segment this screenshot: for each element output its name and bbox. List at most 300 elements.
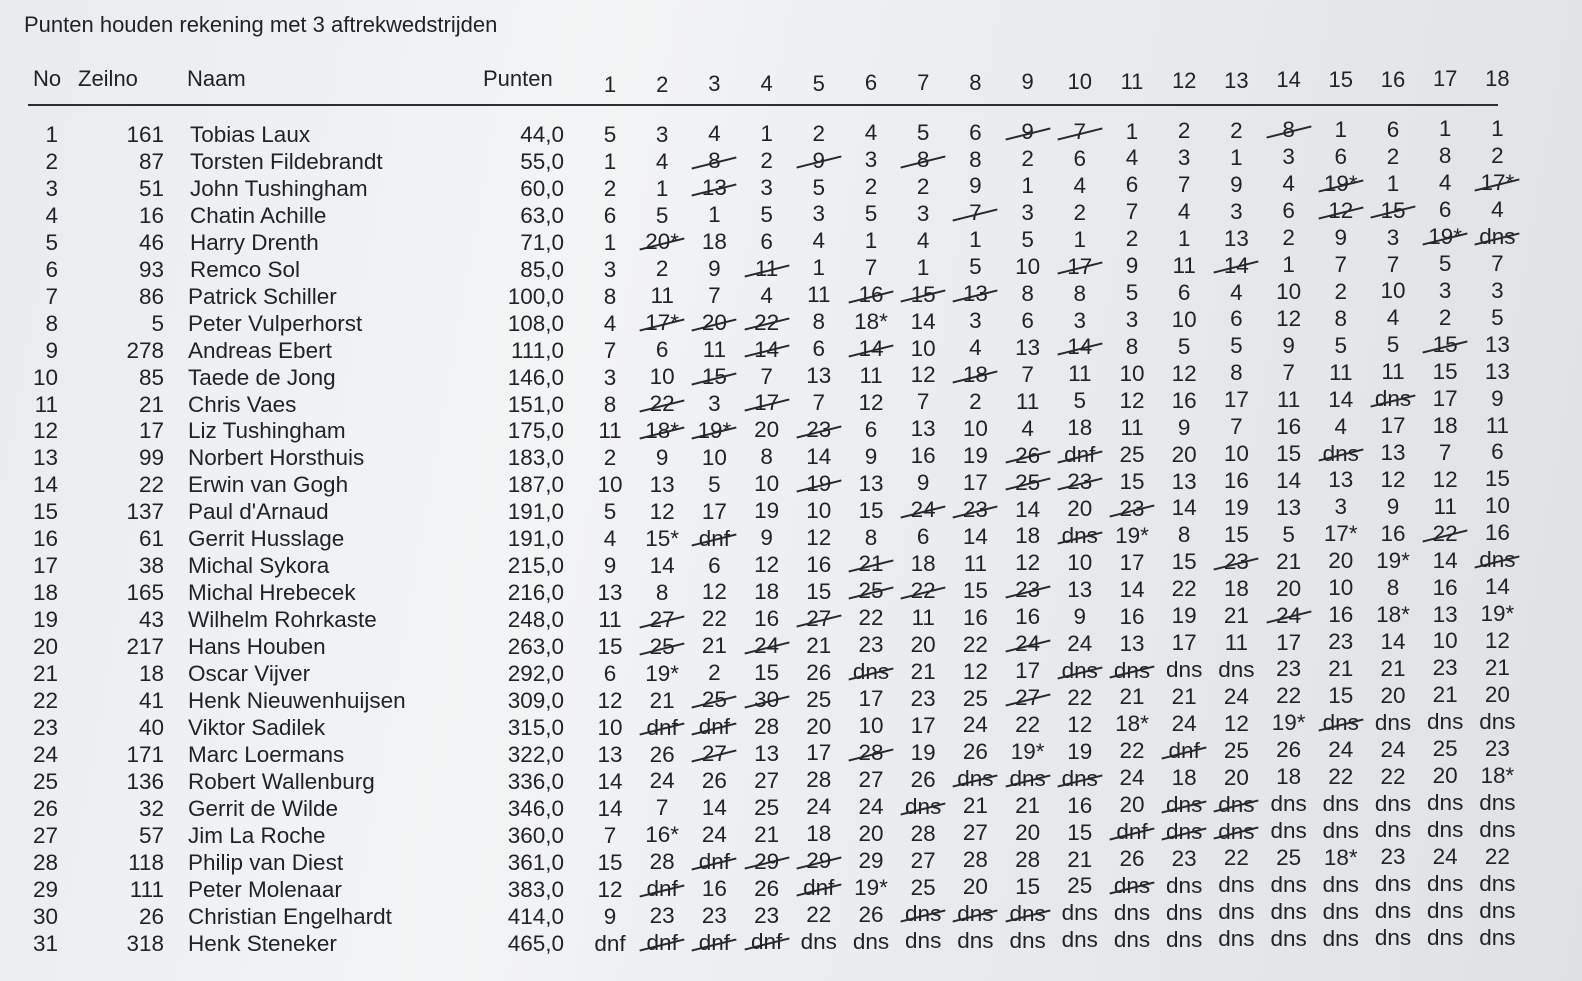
race-score: 8	[1264, 116, 1314, 143]
race-score: 12	[597, 687, 623, 713]
race-score: 20	[910, 631, 936, 657]
race-score: dns	[1218, 899, 1255, 925]
race-score: 8	[1021, 280, 1034, 306]
race-score: 12	[1223, 710, 1249, 736]
race-score: dns	[1322, 871, 1359, 897]
race-score: 24	[1119, 765, 1145, 791]
race-score: 9	[1003, 118, 1053, 145]
race-score: 16	[1484, 520, 1510, 546]
race-score: 13	[597, 741, 623, 767]
sail-number: 18	[138, 661, 164, 686]
race-score: 3	[1230, 198, 1243, 224]
race-score: 28	[1015, 846, 1041, 872]
total-points: 183,0	[507, 445, 564, 471]
race-score: 1	[603, 229, 617, 255]
race-score: 13	[649, 472, 675, 497]
race-score: 19*	[1115, 522, 1149, 548]
race-score: 12	[910, 362, 936, 388]
race-score: dns	[1218, 656, 1255, 682]
position-number: 22	[32, 687, 58, 713]
race-score: 6	[655, 337, 669, 363]
race-score: 17*	[1472, 169, 1522, 196]
race-score: 14	[1380, 628, 1406, 654]
race-score: 29	[794, 847, 844, 874]
race-score: 28	[962, 847, 988, 873]
sailor-name: Erwin van Gogh	[188, 472, 349, 498]
race-score: 10	[1432, 628, 1458, 654]
race-score: 10	[1328, 575, 1354, 601]
race-score: 10	[649, 364, 675, 390]
race-score: 4	[916, 227, 930, 253]
race-score: 20	[1067, 496, 1093, 522]
race-score: 4	[1125, 145, 1139, 171]
race-score: 8	[1125, 334, 1139, 360]
position-number: 7	[45, 283, 58, 309]
race-header-4: 4	[760, 70, 773, 96]
race-score: dns	[1427, 871, 1464, 896]
race-score: dns	[1218, 872, 1255, 898]
race-score: 22	[898, 577, 948, 604]
race-score: 3	[1386, 224, 1400, 250]
race-header-9: 9	[1021, 69, 1034, 95]
race-score: 7	[760, 363, 773, 389]
race-score: 4	[1386, 305, 1400, 331]
race-score: 8	[1177, 522, 1191, 548]
race-score: 29	[742, 848, 792, 875]
race-score: 21	[1380, 655, 1406, 681]
sailor-name: Marc Loermans	[188, 741, 345, 767]
race-score: 24	[1380, 736, 1406, 762]
race-score: 9	[864, 443, 878, 469]
race-score: 9	[603, 553, 617, 579]
sail-number: 87	[138, 148, 164, 174]
race-score: 8	[1334, 305, 1348, 331]
position-number: 31	[32, 930, 58, 956]
race-score: 5	[1073, 388, 1087, 414]
race-score: 23	[701, 902, 727, 928]
race-score: dns	[1270, 791, 1307, 817]
sail-number: 99	[138, 445, 164, 471]
race-header-11: 11	[1120, 68, 1144, 94]
race-score: dns	[1374, 898, 1412, 924]
race-score: dns	[1479, 816, 1516, 842]
race-score: 23	[1432, 655, 1458, 681]
race-score: 11	[598, 418, 622, 444]
race-score: 4	[1438, 170, 1452, 196]
race-score: 1	[1386, 170, 1400, 196]
race-score: 9	[1125, 253, 1139, 279]
race-score: 25	[806, 686, 832, 712]
race-score: 22	[1420, 520, 1470, 547]
position-number: 28	[32, 849, 58, 875]
table-row	[0, 924, 1582, 957]
race-score: 15	[898, 281, 948, 308]
race-score: 2	[916, 173, 930, 199]
race-score: 7	[1282, 360, 1295, 385]
sailor-name: Peter Vulperhorst	[188, 310, 363, 336]
race-score: 24	[1003, 630, 1053, 657]
race-score: 5	[1021, 227, 1034, 252]
race-score: 19	[962, 442, 988, 468]
race-score: dnf	[742, 928, 792, 955]
race-score: 22	[1067, 684, 1093, 710]
race-score: 6	[1230, 306, 1243, 332]
race-score: 18*	[1115, 711, 1149, 737]
race-score: dns	[1322, 817, 1359, 843]
race-score: 14	[962, 523, 988, 549]
race-score: 12	[701, 579, 727, 605]
race-score: 4	[760, 282, 773, 308]
race-score: 19*	[854, 874, 888, 900]
race-score: 12	[1484, 628, 1510, 654]
race-score: 4	[603, 526, 617, 552]
position-number: 9	[45, 337, 58, 363]
sailor-name: Gerrit Husslage	[188, 526, 345, 552]
race-score: 1	[1438, 116, 1452, 142]
race-score: 7	[1438, 439, 1452, 465]
race-score: 7	[1230, 414, 1243, 440]
race-score: 2	[655, 256, 669, 282]
race-score: 7	[864, 255, 878, 280]
race-score: 22	[1015, 712, 1041, 738]
position-number: 19	[32, 607, 58, 633]
race-score: 22	[1171, 576, 1197, 602]
race-score: 24	[1432, 844, 1458, 870]
race-score: 17	[962, 469, 988, 495]
sail-number: 40	[138, 714, 164, 740]
race-score: 1	[1230, 144, 1243, 170]
race-score: 10	[701, 444, 727, 470]
race-score: 15	[597, 634, 623, 660]
race-score: 13	[1380, 440, 1406, 466]
sail-number: 17	[138, 418, 164, 444]
race-score: 13	[1015, 334, 1041, 360]
total-points: 322,0	[507, 741, 564, 767]
position-number: 20	[32, 634, 58, 660]
race-score: 10	[910, 335, 936, 361]
race-score: 1	[603, 148, 617, 174]
sailor-name: Paul d'Arnaud	[188, 499, 329, 525]
race-score: 9	[794, 147, 844, 174]
race-score: 28	[754, 713, 780, 739]
race-score: 5	[969, 254, 982, 280]
race-score: 21	[649, 687, 675, 713]
position-number: 17	[32, 553, 58, 579]
race-score: 4	[603, 310, 617, 336]
race-score: 10	[597, 714, 623, 740]
race-score: 14	[1484, 574, 1510, 600]
race-score: 8	[655, 579, 669, 605]
race-score: 2	[1386, 143, 1400, 169]
race-score: 6	[864, 416, 878, 442]
sail-number: 136	[126, 768, 164, 794]
race-score: 16	[1223, 468, 1249, 494]
race-score: 5	[1177, 333, 1191, 359]
race-score: 23	[794, 416, 844, 443]
race-score: 16	[1015, 604, 1041, 630]
race-score: 3	[1282, 144, 1295, 170]
race-score: 9	[1282, 333, 1295, 359]
page-title: Punten houden rekening met 3 aftrekwedstrijden	[24, 12, 498, 37]
race-score: 10	[1380, 278, 1406, 304]
race-score: 22	[637, 390, 687, 417]
race-score: 14	[597, 768, 623, 794]
race-score: 12	[754, 552, 780, 578]
race-score: 3	[760, 174, 773, 200]
race-score: 18	[1276, 764, 1302, 790]
race-score: 2	[1021, 146, 1034, 172]
race-score: dns	[1055, 657, 1105, 684]
race-score: 16	[1432, 574, 1458, 600]
race-score: 23	[754, 902, 780, 928]
race-score: dns	[1322, 925, 1359, 951]
race-score: dns	[950, 765, 1000, 792]
race-score: 2	[864, 174, 878, 200]
race-score: 8	[864, 524, 878, 550]
sailor-name: Michal Hrebecek	[188, 580, 356, 606]
race-header-12: 12	[1171, 68, 1197, 94]
race-score: 17*	[637, 309, 687, 336]
race-header-2: 2	[656, 71, 669, 97]
sail-number: 26	[138, 903, 164, 929]
position-number: 1	[45, 122, 58, 147]
race-score: 7	[1491, 250, 1504, 276]
race-score: 14	[742, 336, 792, 363]
race-score: 25	[1119, 441, 1145, 467]
race-score: 19*	[1010, 739, 1045, 765]
sail-number: 21	[138, 391, 164, 417]
total-points: 175,0	[507, 418, 564, 444]
total-points: 100,0	[507, 283, 564, 309]
race-score: 13	[1484, 358, 1510, 384]
race-score: 15	[1171, 549, 1197, 575]
sail-number: 171	[126, 741, 164, 767]
race-score: 3	[1177, 145, 1191, 171]
race-score: 18	[701, 229, 727, 255]
race-score: 10	[1015, 253, 1041, 279]
race-score: 2	[1438, 305, 1452, 331]
race-score: 23	[1380, 844, 1406, 870]
race-score: 25	[754, 794, 780, 820]
race-score: dns	[1427, 709, 1464, 735]
sail-number: 118	[128, 849, 164, 875]
race-score: 17	[1055, 253, 1105, 280]
race-score: 2	[1177, 118, 1191, 144]
race-score: dns	[1479, 789, 1516, 815]
race-score: 18	[1015, 523, 1041, 549]
race-score: 18	[754, 579, 780, 605]
race-score: 1	[655, 175, 669, 201]
race-score: dns	[1003, 900, 1053, 927]
total-points: 44,0	[520, 122, 564, 147]
race-score: 18*	[1480, 762, 1515, 788]
race-score: 8	[1230, 360, 1243, 386]
position-number: 5	[45, 229, 58, 255]
sail-number: 41	[138, 687, 164, 713]
race-score: 4	[1334, 413, 1348, 439]
race-score: 8	[1073, 280, 1087, 306]
race-score: 13	[1119, 630, 1145, 656]
race-score: 8	[689, 147, 739, 174]
race-score: 27	[754, 767, 780, 793]
race-score: 25	[846, 577, 896, 604]
race-score: 11	[1172, 252, 1196, 278]
race-score: 8	[603, 391, 617, 417]
race-score: 2	[1230, 117, 1243, 143]
race-score: 27	[637, 606, 687, 633]
race-score: dns	[1316, 709, 1366, 736]
race-score: 25	[1276, 845, 1302, 871]
race-score: 6	[1125, 172, 1139, 198]
sail-number: 93	[138, 256, 164, 282]
race-score: 17	[1276, 629, 1302, 655]
race-score: 12	[1015, 550, 1041, 576]
race-score: 5	[1334, 332, 1348, 358]
sailor-name: Harry Drenth	[190, 229, 319, 255]
race-score: 6	[603, 202, 617, 228]
race-score: 8	[898, 146, 948, 173]
race-score: 18	[1432, 412, 1458, 438]
race-score: 4	[1282, 171, 1295, 197]
race-score: 13	[950, 280, 1000, 307]
race-score: 16	[701, 875, 727, 901]
sailor-name: Liz Tushingham	[188, 418, 346, 444]
race-score: dns	[1479, 897, 1516, 923]
race-score: 10	[1223, 441, 1249, 467]
race-score: dns	[1427, 817, 1464, 843]
race-score: 21	[1484, 655, 1510, 681]
position-number: 24	[32, 741, 58, 767]
sailor-name: Taede de Jong	[188, 364, 336, 390]
race-score: 4	[1230, 279, 1243, 305]
race-score: 10	[1276, 279, 1302, 305]
race-score: 19	[1067, 738, 1093, 764]
total-points: 187,0	[507, 472, 564, 498]
race-score: 11	[598, 607, 622, 633]
sail-number: 161	[126, 122, 164, 147]
race-score: 20	[689, 309, 739, 336]
race-score: 25	[1067, 873, 1093, 899]
race-score: 2	[1282, 225, 1295, 251]
race-score: dns	[1211, 818, 1261, 845]
race-score: 11	[1433, 493, 1457, 519]
race-score: 21	[806, 632, 832, 658]
total-points: 292,0	[507, 661, 564, 686]
race-score: 17	[858, 686, 884, 712]
total-points: 108,0	[507, 310, 564, 336]
sailor-name: Henk Nieuwenhuijsen	[188, 687, 406, 713]
race-score: 13	[1223, 225, 1249, 251]
race-score: dns	[1427, 897, 1464, 923]
race-score: 18	[1223, 575, 1249, 601]
race-score: 26	[858, 901, 884, 927]
race-score: 1	[1334, 117, 1348, 143]
race-score: 9	[760, 525, 773, 551]
race-score: 21	[701, 633, 727, 659]
race-score: 18	[806, 821, 832, 847]
race-score: 7	[603, 822, 617, 848]
race-score: dns	[898, 900, 948, 927]
race-score: 9	[1073, 603, 1087, 629]
race-score: 4	[812, 228, 826, 254]
sailor-name: Jim La Roche	[188, 822, 326, 848]
race-score: 22	[701, 606, 727, 632]
sailor-name: Torsten Fildebrandt	[190, 148, 383, 174]
race-score: 19*	[1420, 223, 1470, 250]
race-score: 2	[760, 147, 773, 173]
race-score: dns	[1166, 926, 1203, 952]
race-score: 23	[1171, 845, 1197, 871]
race-score: 6	[1282, 198, 1295, 224]
total-points: 191,0	[507, 526, 564, 552]
race-score: 4	[655, 148, 669, 174]
race-score: 17	[806, 740, 832, 766]
race-score: 15	[1223, 522, 1249, 548]
position-number: 21	[32, 661, 58, 686]
race-score: 24	[649, 768, 675, 794]
race-score: 3	[864, 147, 878, 173]
race-header-14: 14	[1276, 67, 1301, 93]
race-score: 21	[846, 550, 896, 577]
race-score: 23	[1328, 629, 1354, 655]
race-score: 21	[1328, 656, 1354, 682]
race-score: 1	[1177, 225, 1191, 251]
race-score: 18*	[854, 308, 888, 334]
race-score: 11	[702, 336, 727, 362]
race-score: 14	[1432, 547, 1458, 573]
race-score: 14	[1276, 467, 1302, 493]
race-score: 22	[962, 631, 988, 657]
race-score: 5	[812, 174, 826, 200]
race-score: 22	[742, 309, 792, 336]
race-score: 21	[1276, 548, 1302, 574]
race-score: 22	[1119, 738, 1145, 764]
sailor-name: Gerrit de Wilde	[188, 795, 339, 821]
sail-number: 38	[138, 553, 164, 579]
race-score: 16	[806, 551, 832, 577]
total-points: 60,0	[520, 175, 564, 201]
position-number: 25	[32, 768, 58, 794]
race-score: 20	[806, 713, 832, 739]
race-score: 17	[1432, 385, 1458, 411]
race-score: 6	[1438, 197, 1452, 223]
race-score: 16	[846, 281, 896, 308]
race-score: 8	[969, 146, 982, 172]
race-score: 2	[708, 660, 721, 686]
race-score: 3	[1438, 278, 1452, 304]
race-score: 2	[1125, 226, 1139, 252]
race-score: 19	[754, 498, 780, 524]
race-score: 23	[1276, 656, 1302, 682]
sail-number: 61	[138, 526, 164, 552]
position-number: 12	[32, 418, 58, 444]
race-score: 7	[950, 199, 1000, 226]
race-score: 19	[1171, 603, 1197, 629]
race-score: 22	[1223, 845, 1249, 871]
race-score: 20	[1380, 682, 1406, 708]
race-score: 12	[1316, 197, 1366, 224]
race-score: 24	[1171, 711, 1197, 737]
race-score: 7	[1021, 361, 1034, 387]
position-number: 2	[45, 148, 58, 174]
race-score: 28	[910, 820, 936, 846]
race-score: 1	[1282, 252, 1295, 278]
race-score: dns	[1270, 925, 1307, 951]
race-score: 13	[754, 740, 780, 766]
race-score: 2	[603, 445, 617, 471]
race-header-8: 8	[969, 69, 982, 95]
race-score: dns	[852, 928, 890, 954]
